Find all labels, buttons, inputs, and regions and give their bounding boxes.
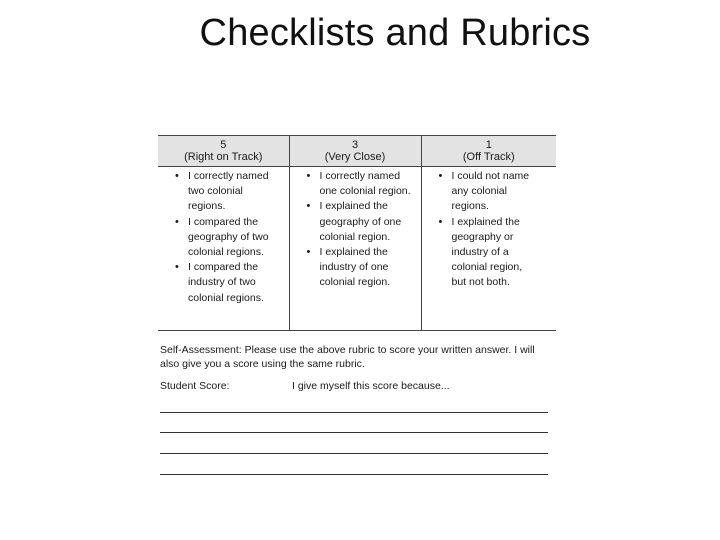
criteria-list xyxy=(426,169,553,291)
rubric-header-cell xyxy=(421,136,556,167)
rubric-cell-right-on-track xyxy=(158,167,289,331)
score-level: 5 xyxy=(220,139,227,151)
rubric-header-cell xyxy=(289,136,421,167)
criteria-item: • I correctly named one colonial region. xyxy=(308,169,417,199)
rubric-table xyxy=(158,135,556,331)
rubric-cell-very-close xyxy=(289,167,421,331)
slide-title: Checklists and Rubrics xyxy=(199,12,591,54)
answer-line xyxy=(160,474,548,475)
criteria-item: • I explained the geography or industry of a colonial region, but not both. xyxy=(440,215,553,291)
answer-line xyxy=(160,432,548,433)
answer-line xyxy=(160,453,548,454)
score-level-label: (Very Close) xyxy=(324,151,386,163)
rubric-cell-off-track xyxy=(421,167,556,331)
score-level-label: (Right on Track) xyxy=(184,151,263,163)
criteria-item: • I compared the industry of two colonial regions. xyxy=(176,260,285,306)
criteria-item: • I explained the geography of one colonial region. xyxy=(308,199,417,245)
rubric-header-cell xyxy=(158,136,289,167)
criteria-item: • I correctly named two colonial regions. xyxy=(176,169,285,215)
criteria-list xyxy=(294,169,417,291)
criteria-item: • I could not name any colonial regions. xyxy=(440,169,553,215)
criteria-list xyxy=(162,169,285,306)
score-level: 1 xyxy=(485,139,492,151)
score-reason-prompt: I give myself this score because... xyxy=(292,380,450,392)
rubric-criteria-row xyxy=(158,167,556,331)
criteria-item: • I explained the industry of one colonial region. xyxy=(308,245,417,291)
student-score-label: Student Score: xyxy=(160,380,230,392)
self-assessment-instructions: Self-Assessment: Please use the above rubric to score your written answer. I will also give you a score using the same rubric. xyxy=(160,344,535,370)
score-level-label: (Off Track) xyxy=(462,151,515,163)
criteria-item: • I compared the geography of two colonial regions. xyxy=(176,215,285,261)
answer-line xyxy=(160,412,548,413)
rubric-header-row xyxy=(158,136,556,167)
score-level: 3 xyxy=(351,139,359,151)
rubric-worksheet xyxy=(158,135,558,480)
